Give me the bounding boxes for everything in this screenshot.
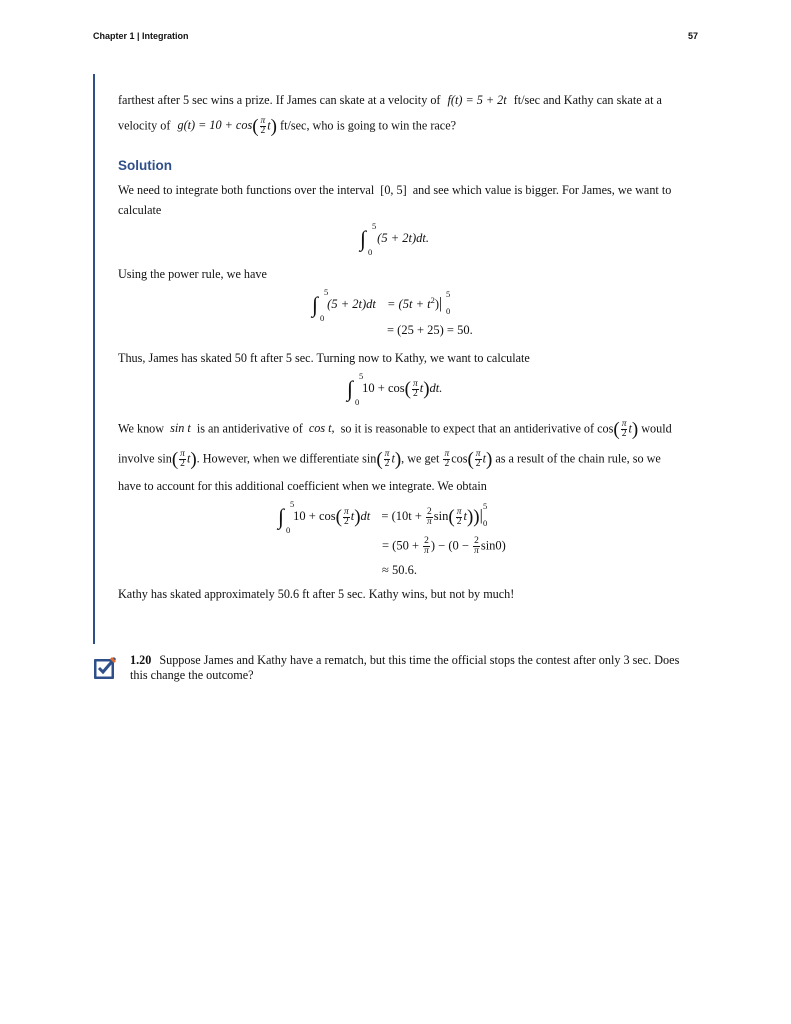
running-header-chapter: Chapter 1 | Integration — [93, 31, 189, 41]
checkbox-pencil-icon — [93, 656, 117, 680]
solution-text-1: We need to integrate both functions over the interval [0, 5] and see which value is bigger. For James, we want to calculate — [118, 183, 672, 217]
solution-text-5: involve sin( $\frac{\pi}{2}$ t). However, when we differentiate sin( $\frac{\pi}{2}$ t), we get $\frac{\pi}{2}$ cos( $\frac{\pi}{2}$ t) as a result of the chain rule, so we — [118, 449, 661, 470]
exercise-1-20: 1.20 Suppose James and Kathy have a rematch, but this time the official stops the contest after only 3 sec. Does this change the outcome? — [130, 653, 680, 682]
solution-text-3: Thus, James has skated 50 ft after 5 sec. Turning now to Kathy, we want to calculate — [118, 351, 530, 365]
page-number: 57 — [687, 31, 698, 41]
equation-kathy-result: ≈ 50.6. — [382, 563, 417, 577]
solution-text-6: have to account for this additional coefficient when we integrate. We obtain — [118, 479, 487, 493]
equation-kathy-evaluation: ∫ 5 0 10 + cos( $\frac{\pi}{2}$ t)dt = (10t + $\frac{2}{\pi}$ sin( $\frac{\pi}{2}$ t))| 5 0 — [278, 499, 488, 535]
solution-text-4: We know sin t is an antiderivative of cos t, so it is reasonable to expect that an antiderivative of cos( $\frac{\pi}{2}$ t) would — [118, 419, 672, 440]
solution-conclusion: Kathy has skated approximately 50.6 ft after 5 sec. Kathy wins, but not by much! — [118, 587, 515, 601]
example-sidebar-rule — [93, 74, 95, 644]
equation-james-integral: ∫ 5 0 (5 + 2t)dt. — [360, 221, 429, 257]
equation-james-evaluation: ∫ 5 0 $(5 + 2t)dt = (5t + t^2)|$ 5 0 — [312, 287, 451, 323]
equation-james-result: = (25 + 25) = 50. — [387, 323, 473, 337]
solution-heading: Solution — [118, 158, 172, 173]
problem-text-line-1: farthest after 5 sec wins a prize. If James can skate at a velocity of f(t) = 5 + 2t ft/sec and Kathy can skate at a — [118, 93, 662, 107]
solution-text-2: Using the power rule, we have — [118, 267, 267, 281]
equation-kathy-integral: ∫ 5 0 10 + cos( $\frac{\pi}{2}$ t)dt. — [347, 371, 443, 407]
equation-kathy-step: = (50 + $\frac{2}{\pi}$ ) − (0 − $\frac{2}{\pi}$ sin0) — [382, 536, 506, 556]
problem-text-line-2: velocity of g(t) = 10 + cos( $\frac{\pi}{2}$ t) ft/sec, who is going to win the race? — [118, 116, 457, 137]
